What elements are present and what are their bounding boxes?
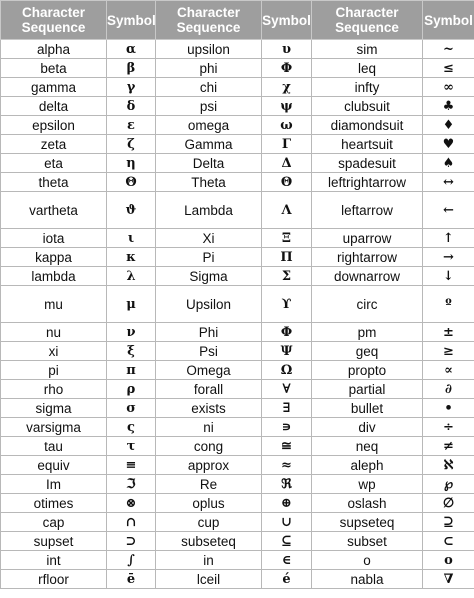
sequence-cell: eta bbox=[1, 154, 107, 173]
header-row bbox=[1, 1, 474, 40]
sequence-cell: oplus bbox=[156, 494, 262, 513]
symbol-cell: ∅ bbox=[423, 494, 474, 513]
symbol-cell: Φ bbox=[262, 323, 312, 342]
table-row bbox=[1, 494, 474, 513]
sequence-cell: supset bbox=[1, 532, 107, 551]
header-character-sequence: Character Sequence bbox=[312, 1, 423, 40]
symbol-cell: Γ bbox=[262, 135, 312, 154]
table-row bbox=[1, 570, 474, 589]
symbol-cell: λ bbox=[107, 267, 156, 286]
sequence-cell: zeta bbox=[1, 135, 107, 154]
symbol-cell: ∀ bbox=[262, 380, 312, 399]
table-row bbox=[1, 135, 474, 154]
sequence-cell: alpha bbox=[1, 40, 107, 59]
symbol-cell: ∪ bbox=[262, 513, 312, 532]
symbol-cell: γ bbox=[107, 78, 156, 97]
sequence-cell: partial bbox=[312, 380, 423, 399]
sequence-cell: div bbox=[312, 418, 423, 437]
symbol-cell: ∈ bbox=[262, 551, 312, 570]
symbol-cell: Ψ bbox=[262, 342, 312, 361]
symbol-cell: ♣ bbox=[423, 97, 474, 116]
sequence-cell: propto bbox=[312, 361, 423, 380]
symbol-cell: ↔ bbox=[423, 173, 474, 192]
sequence-cell: otimes bbox=[1, 494, 107, 513]
sequence-cell: Omega bbox=[156, 361, 262, 380]
symbol-cell: α bbox=[107, 40, 156, 59]
sequence-cell: chi bbox=[156, 78, 262, 97]
symbol-cell: τ bbox=[107, 437, 156, 456]
table-row bbox=[1, 513, 474, 532]
sequence-cell: uparrow bbox=[312, 229, 423, 248]
sequence-cell: Im bbox=[1, 475, 107, 494]
sequence-cell: mu bbox=[1, 286, 107, 323]
table-row bbox=[1, 286, 474, 323]
symbol-cell: ⊕ bbox=[262, 494, 312, 513]
sequence-cell: bullet bbox=[312, 399, 423, 418]
header-symbol: Symbol bbox=[423, 1, 474, 40]
header-character-sequence: Character Sequence bbox=[156, 1, 262, 40]
table-row bbox=[1, 78, 474, 97]
symbol-cell: ζ bbox=[107, 135, 156, 154]
symbol-cell: ≥ bbox=[423, 342, 474, 361]
sequence-cell: epsilon bbox=[1, 116, 107, 135]
sequence-cell: forall bbox=[156, 380, 262, 399]
sequence-cell: aleph bbox=[312, 456, 423, 475]
table-row bbox=[1, 229, 474, 248]
table-row bbox=[1, 475, 474, 494]
symbol-cell: ∃ bbox=[262, 399, 312, 418]
sequence-cell: heartsuit bbox=[312, 135, 423, 154]
sequence-cell: wp bbox=[312, 475, 423, 494]
sequence-cell: Delta bbox=[156, 154, 262, 173]
sequence-cell: subset bbox=[312, 532, 423, 551]
table-row bbox=[1, 456, 474, 475]
symbol-cell: ∝ bbox=[423, 361, 474, 380]
symbol-cell: Φ bbox=[262, 59, 312, 78]
sequence-cell: rho bbox=[1, 380, 107, 399]
symbol-cell: Θ bbox=[107, 173, 156, 192]
sequence-cell: leftrightarrow bbox=[312, 173, 423, 192]
symbol-cell: ι bbox=[107, 229, 156, 248]
symbol-cell: Σ bbox=[262, 267, 312, 286]
symbol-cell: ∍ bbox=[262, 418, 312, 437]
sequence-cell: sim bbox=[312, 40, 423, 59]
sequence-cell: sigma bbox=[1, 399, 107, 418]
symbol-cell: Ω bbox=[262, 361, 312, 380]
sequence-cell: beta bbox=[1, 59, 107, 78]
symbol-cell: ℵ bbox=[423, 456, 474, 475]
symbol-cell: ← bbox=[423, 192, 474, 229]
symbol-cell: ↑ bbox=[423, 229, 474, 248]
sequence-cell: cup bbox=[156, 513, 262, 532]
sequence-cell: Psi bbox=[156, 342, 262, 361]
sequence-cell: rightarrow bbox=[312, 248, 423, 267]
sequence-cell: Phi bbox=[156, 323, 262, 342]
sequence-cell: varsigma bbox=[1, 418, 107, 437]
symbol-cell: ≤ bbox=[423, 59, 474, 78]
sequence-cell: leftarrow bbox=[312, 192, 423, 229]
sequence-cell: o bbox=[312, 551, 423, 570]
symbol-cell: ± bbox=[423, 323, 474, 342]
symbol-cell: ↓ bbox=[423, 267, 474, 286]
sequence-cell: omega bbox=[156, 116, 262, 135]
symbol-cell: ≅ bbox=[262, 437, 312, 456]
sequence-cell: ni bbox=[156, 418, 262, 437]
sequence-cell: lceil bbox=[156, 570, 262, 589]
sequence-cell: upsilon bbox=[156, 40, 262, 59]
table-row bbox=[1, 323, 474, 342]
sequence-cell: gamma bbox=[1, 78, 107, 97]
sequence-cell: Upsilon bbox=[156, 286, 262, 323]
table-row bbox=[1, 532, 474, 551]
symbol-cell: Π bbox=[262, 248, 312, 267]
sequence-cell: cap bbox=[1, 513, 107, 532]
symbol-cell: ς bbox=[107, 418, 156, 437]
sequence-cell: kappa bbox=[1, 248, 107, 267]
sequence-cell: Re bbox=[156, 475, 262, 494]
symbol-cell: υ bbox=[262, 40, 312, 59]
table-row bbox=[1, 437, 474, 456]
sequence-cell: Pi bbox=[156, 248, 262, 267]
symbol-cell: ē bbox=[107, 570, 156, 589]
symbol-cell: → bbox=[423, 248, 474, 267]
symbol-cell: é bbox=[262, 570, 312, 589]
table-row bbox=[1, 154, 474, 173]
sequence-cell: Lambda bbox=[156, 192, 262, 229]
symbol-cell: ω bbox=[262, 116, 312, 135]
symbol-cell: ∞ bbox=[423, 78, 474, 97]
sequence-cell: vartheta bbox=[1, 192, 107, 229]
symbol-cell: μ bbox=[107, 286, 156, 323]
symbol-cell: ~ bbox=[423, 40, 474, 59]
sequence-cell: rfloor bbox=[1, 570, 107, 589]
table-row bbox=[1, 97, 474, 116]
sequence-cell: spadesuit bbox=[312, 154, 423, 173]
sequence-cell: nu bbox=[1, 323, 107, 342]
symbol-cell: ρ bbox=[107, 380, 156, 399]
table-row bbox=[1, 116, 474, 135]
symbol-cell: ∇ bbox=[423, 570, 474, 589]
table-row bbox=[1, 192, 474, 229]
table-row bbox=[1, 59, 474, 78]
symbol-cell: ⊃ bbox=[107, 532, 156, 551]
symbol-cell: Δ bbox=[262, 154, 312, 173]
sequence-cell: Gamma bbox=[156, 135, 262, 154]
table-row bbox=[1, 267, 474, 286]
table-row bbox=[1, 40, 474, 59]
symbol-cell: ∫ bbox=[107, 551, 156, 570]
symbol-cell: ≈ bbox=[262, 456, 312, 475]
sequence-cell: theta bbox=[1, 173, 107, 192]
symbol-cell: ϒ bbox=[262, 286, 312, 323]
symbol-cell: δ bbox=[107, 97, 156, 116]
table-row bbox=[1, 418, 474, 437]
header-symbol: Symbol bbox=[107, 1, 156, 40]
header-symbol: Symbol bbox=[262, 1, 312, 40]
sequence-cell: iota bbox=[1, 229, 107, 248]
sequence-cell: Theta bbox=[156, 173, 262, 192]
sequence-cell: supseteq bbox=[312, 513, 423, 532]
symbol-cell: ε bbox=[107, 116, 156, 135]
symbol-cell: ℘ bbox=[423, 475, 474, 494]
sequence-cell: cong bbox=[156, 437, 262, 456]
symbol-cell: ♠ bbox=[423, 154, 474, 173]
sequence-cell: exists bbox=[156, 399, 262, 418]
symbol-cell: ≠ bbox=[423, 437, 474, 456]
symbol-cell: ν bbox=[107, 323, 156, 342]
sequence-cell: diamondsuit bbox=[312, 116, 423, 135]
sequence-cell: infty bbox=[312, 78, 423, 97]
symbol-cell: Θ bbox=[262, 173, 312, 192]
table-body bbox=[1, 40, 474, 589]
table-row bbox=[1, 173, 474, 192]
symbol-cell: ÷ bbox=[423, 418, 474, 437]
sequence-cell: pm bbox=[312, 323, 423, 342]
table-row bbox=[1, 248, 474, 267]
table-row bbox=[1, 551, 474, 570]
sequence-cell: Xi bbox=[156, 229, 262, 248]
symbol-cell: β bbox=[107, 59, 156, 78]
symbol-cell: ⊂ bbox=[423, 532, 474, 551]
symbol-cell: ∩ bbox=[107, 513, 156, 532]
symbol-cell: κ bbox=[107, 248, 156, 267]
sequence-cell: delta bbox=[1, 97, 107, 116]
sequence-cell: clubsuit bbox=[312, 97, 423, 116]
symbol-cell: ♦ bbox=[423, 116, 474, 135]
sequence-cell: psi bbox=[156, 97, 262, 116]
sequence-cell: tau bbox=[1, 437, 107, 456]
symbol-cell: ⊗ bbox=[107, 494, 156, 513]
table-row bbox=[1, 342, 474, 361]
table-row bbox=[1, 361, 474, 380]
symbol-cell: ∂ bbox=[423, 380, 474, 399]
sequence-cell: phi bbox=[156, 59, 262, 78]
sequence-cell: in bbox=[156, 551, 262, 570]
symbol-cell: ♥ bbox=[423, 135, 474, 154]
symbol-cell: º bbox=[423, 286, 474, 323]
sequence-cell: subseteq bbox=[156, 532, 262, 551]
symbol-cell: ≡ bbox=[107, 456, 156, 475]
sequence-cell: pi bbox=[1, 361, 107, 380]
sequence-cell: lambda bbox=[1, 267, 107, 286]
symbol-cell: ξ bbox=[107, 342, 156, 361]
symbol-cell: η bbox=[107, 154, 156, 173]
sequence-cell: oslash bbox=[312, 494, 423, 513]
symbol-cell: σ bbox=[107, 399, 156, 418]
symbol-cell: ℑ bbox=[107, 475, 156, 494]
symbol-cell: Ξ bbox=[262, 229, 312, 248]
sequence-cell: equiv bbox=[1, 456, 107, 475]
symbol-cell: ψ bbox=[262, 97, 312, 116]
table-row bbox=[1, 399, 474, 418]
sequence-cell: leq bbox=[312, 59, 423, 78]
symbol-cell: • bbox=[423, 399, 474, 418]
sequence-cell: int bbox=[1, 551, 107, 570]
symbol-cell: ϑ bbox=[107, 192, 156, 229]
header-character-sequence: Character Sequence bbox=[1, 1, 107, 40]
symbol-cell: ⊇ bbox=[423, 513, 474, 532]
sequence-cell: Sigma bbox=[156, 267, 262, 286]
symbol-cell: ℜ bbox=[262, 475, 312, 494]
symbol-cell: Λ bbox=[262, 192, 312, 229]
sequence-cell: approx bbox=[156, 456, 262, 475]
sequence-cell: xi bbox=[1, 342, 107, 361]
symbol-cell: o bbox=[423, 551, 474, 570]
sequence-cell: circ bbox=[312, 286, 423, 323]
symbol-cell: χ bbox=[262, 78, 312, 97]
sequence-cell: geq bbox=[312, 342, 423, 361]
table-row bbox=[1, 380, 474, 399]
symbol-cell: ⊆ bbox=[262, 532, 312, 551]
sequence-cell: downarrow bbox=[312, 267, 423, 286]
sequence-cell: nabla bbox=[312, 570, 423, 589]
sequence-cell: neq bbox=[312, 437, 423, 456]
symbol-cell: π bbox=[107, 361, 156, 380]
